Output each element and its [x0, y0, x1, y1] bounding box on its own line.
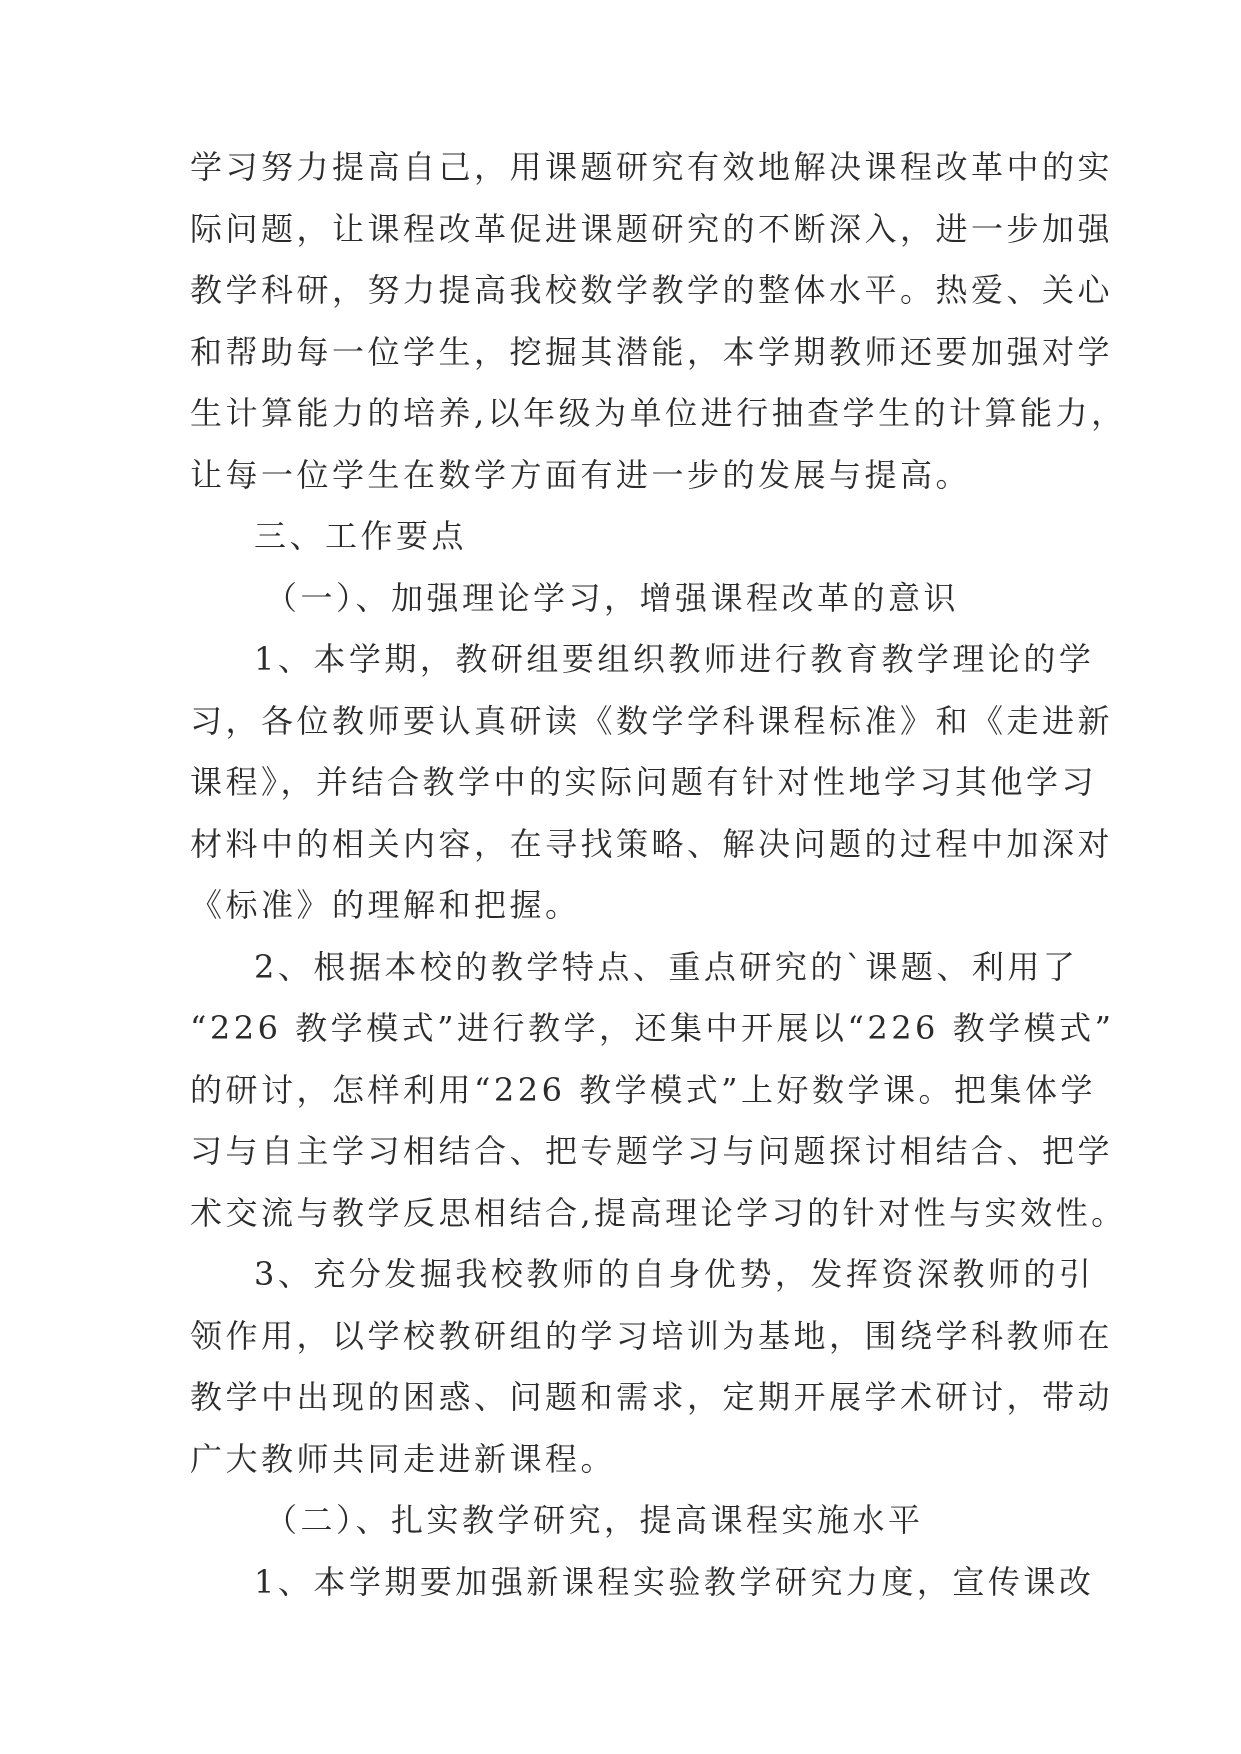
paragraph-line: 生计算能力的培养,以年级为单位进行抽查学生的计算能力，	[190, 394, 1127, 432]
paragraph-line: 和帮助每一位学生，挖掘其潜能，本学期教师还要加强对学	[190, 333, 1114, 371]
paragraph-line: 教学中出现的困惑、问题和需求，定期开展学术研讨，带动	[190, 1378, 1114, 1416]
section-heading: 三、工作要点	[254, 517, 468, 555]
paragraph-line: 的研讨，怎样利用“226 教学模式”上好数学课。把集体学	[190, 1071, 1096, 1109]
paragraph-line: 术交流与教学反思相结合,提高理论学习的针对性与实效性。	[190, 1194, 1127, 1232]
paragraph-line: 《标准》的理解和把握。	[190, 886, 581, 924]
paragraph-line: 广大教师共同走进新课程。	[190, 1440, 617, 1478]
paragraph-line: 让每一位学生在数学方面有进一步的发展与提高。	[190, 456, 972, 494]
paragraph-line: “226 教学模式”进行教学，还集中开展以“226 教学模式”	[190, 1009, 1115, 1047]
subsection-heading: （一）、加强理论学习，增强课程改革的意识	[265, 579, 960, 617]
paragraph-line: 领作用，以学校教研组的学习培训为基地，围绕学科教师在	[190, 1317, 1114, 1355]
paragraph-line: 学习努力提高自己，用课题研究有效地解决课程改革中的实	[190, 148, 1114, 186]
subsection-heading: （二）、扎实教学研究，提高课程实施水平	[265, 1501, 924, 1539]
paragraph-line: 1、本学期，教研组要组织教师进行教育教学理论的学	[254, 640, 1095, 678]
paragraph-line: 际问题，让课程改革促进课题研究的不断深入，进一步加强	[190, 210, 1114, 248]
paragraph-line: 课程》，并结合教学中的实际问题有针对性地学习其他学习	[190, 763, 1098, 801]
paragraph-line: 1、本学期要加强新课程实验教学研究力度，宣传课改	[254, 1563, 1095, 1601]
paragraph-line: 材料中的相关内容，在寻找策略、解决问题的过程中加深对	[190, 825, 1114, 863]
paragraph-line: 习，各位教师要认真研读《数学学科课程标准》和《走进新	[190, 702, 1114, 740]
paragraph-line: 教学科研，努力提高我校数学教学的整体水平。热爱、关心	[190, 271, 1114, 309]
paragraph-line: 习与自主学习相结合、把专题学习与问题探讨相结合、把学	[190, 1132, 1114, 1170]
paragraph-line: 3、充分发掘我校教师的自身优势，发挥资深教师的引	[254, 1255, 1095, 1293]
paragraph-line: 2、根据本校的教学特点、重点研究的`课题、利用了	[254, 948, 1079, 986]
